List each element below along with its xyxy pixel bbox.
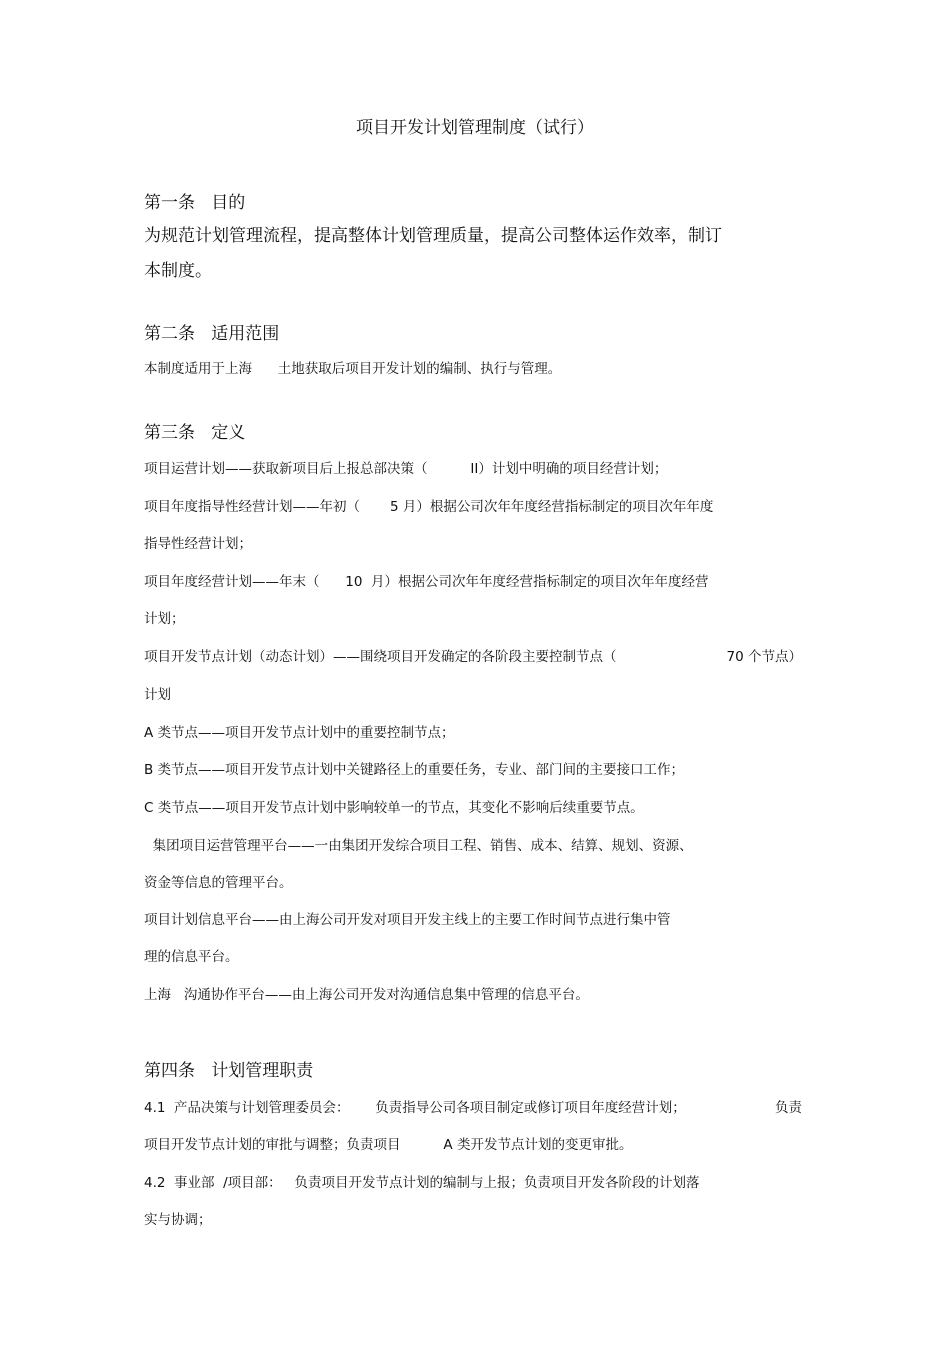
article-4-line-3: 4.2 事业部 /项目部： 负责项目开发节点计划的编制与上报；负责项目开发各阶段的计划落 [144, 1175, 700, 1191]
article-3-line-13: 项目计划信息平台——由上海公司开发对项目开发主线上的主要工作时间节点进行集中管 [144, 912, 671, 928]
article-1-line-2: 本制度。 [144, 261, 212, 281]
article-3-line-8: A 类节点——项目开发节点计划中的重要控制节点； [144, 725, 455, 741]
article-4-line-2: 项目开发节点计划的审批与调整；负责项目 A 类开发节点计划的变更审批。 [144, 1137, 633, 1153]
article-4-line-1-tail: 负责 [775, 1100, 802, 1116]
article-3-line-6: 项目开发节点计划（动态计划）——围绕项目开发确定的各阶段主要控制节点（ [144, 649, 617, 665]
article-4-line-1: 4.1 产品决策与计划管理委员会： 负责指导公司各项目制定或修订项目年度经营计划； [144, 1100, 686, 1116]
article-3-line-10: C 类节点——项目开发节点计划中影响较单一的节点，其变化不影响后续重要节点。 [144, 800, 644, 816]
document-title: 项目开发计划管理制度（试行） [356, 118, 594, 138]
article-2-heading: 第二条 适用范围 [144, 324, 280, 344]
article-3-line-12: 资金等信息的管理平台。 [144, 875, 293, 891]
article-3-line-14: 理的信息平台。 [144, 949, 239, 965]
article-3-line-6-tail: 70 个节点） [726, 649, 802, 665]
article-3-line-9: B 类节点——项目开发节点计划中关键路径上的重要任务，专业、部门间的主要接口工作； [144, 762, 685, 778]
article-3-line-1: 项目运营计划——获取新项目后上报总部决策（ II）计划中明确的项目经营计划； [144, 461, 668, 477]
article-3-heading: 第三条 定义 [144, 423, 246, 443]
article-3-line-11: 集团项目运营管理平台——一由集团开发综合项目工程、销售、成本、结算、规划、资源、 [144, 838, 693, 854]
article-3-line-4: 项目年度经营计划——年末（ 10 月）根据公司次年年度经营指标制定的项目次年年度经营 [144, 574, 709, 590]
article-3-line-3: 指导性经营计划； [144, 536, 252, 552]
article-3-line-7: 计划 [144, 687, 171, 703]
article-2-line-1: 本制度适用于上海 土地获取后项目开发计划的编制、执行与管理。 [144, 361, 562, 377]
article-1-line-1: 为规范计划管理流程，提高整体计划管理质量，提高公司整体运作效率，制订 [144, 226, 722, 246]
article-3-line-5: 计划； [144, 611, 185, 627]
article-1-heading: 第一条 目的 [144, 193, 246, 213]
article-4-line-4: 实与协调； [144, 1212, 212, 1228]
article-3-line-2: 项目年度指导性经营计划——年初（ 5 月）根据公司次年年度经营指标制定的项目次年年度 [144, 499, 714, 515]
article-3-line-15: 上海 沟通协作平台——由上海公司开发对沟通信息集中管理的信息平台。 [144, 987, 589, 1003]
article-4-heading: 第四条 计划管理职责 [144, 1061, 314, 1081]
